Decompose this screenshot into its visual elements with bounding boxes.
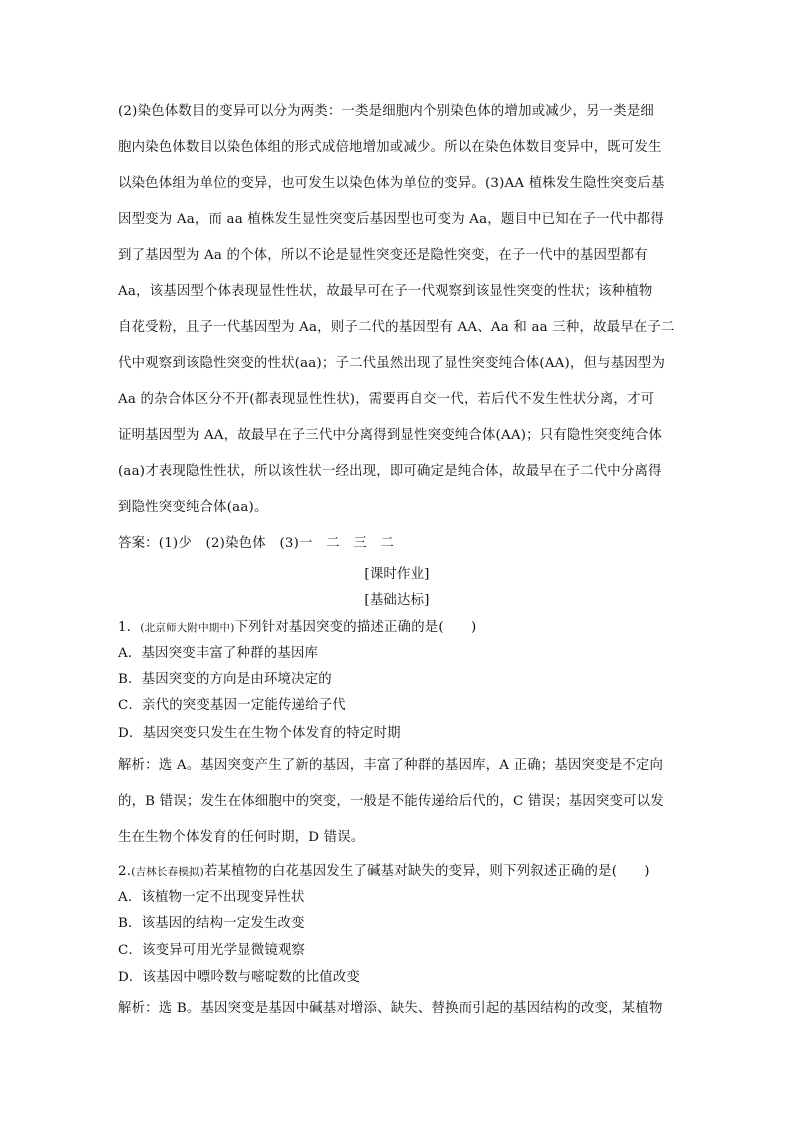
explanation-line: 自花受粉，且子一代基因型为 Aa，则子二代的基因型有 AA、Aa 和 aa 三种，故最早在子二 [118,320,675,335]
analysis-line: 解析：选 B。基因突变是基因中碱基对增添、缺失、替换而引起的基因结构的改变，某植物 [118,1001,663,1016]
option-c: C．亲代的突变基因一定能传递给子代 [118,698,346,713]
explanation-line: 胞内染色体数目以染色体组的形式成倍地增加或减少。所以在染色体数目变异中，既可发生 [118,140,662,155]
option-a: A．该植物一定不出现变异性状 [118,890,305,905]
option-b: B．基因突变的方向是由环境决定的 [118,672,332,687]
option-a: A．基因突变丰富了种群的基因库 [118,646,319,661]
explanation-line: 因型变为 Aa，而 aa 植株发生显性突变后基因型也可变为 Aa，题目中已知在子一代中都得 [118,212,664,227]
option-c: C．该变异可用光学显微镜观察 [118,943,306,958]
explanation-line: 以染色体组为单位的变异，也可发生以染色体为单位的变异。(3)AA 植株发生隐性突变后基 [118,176,665,191]
question-text: 若某植物的白花基因发生了碱基对缺失的变异，则下列叙述正确的是( ) [203,864,650,879]
question-source: (吉林长春模拟) [131,866,204,878]
analysis-line: 解析：选 A。基因突变产生了新的基因，丰富了种群的基因库，A 正确；基因突变是不定向 [118,758,664,773]
option-d: D．基因突变只发生在生物个体发育的特定时期 [118,726,401,741]
option-d: D．该基因中嘌呤数与嘧啶数的比值改变 [118,970,360,985]
explanation-line: Aa，该基因型个体表现显性性状，故最早可在子一代观察到该显性突变的性状；该种植物 [118,284,653,299]
option-b: B．该基因的结构一定发生改变 [118,916,305,931]
explanation-line: 代中观察到该隐性突变的性状(aa)；子二代虽然出现了显性突变纯合体(AA)，但与基因型为 [118,356,666,371]
explanation-line: Aa 的杂合体区分不开(都表现显性性状)，需要再自交一代，若后代不发生性状分离，才可 [118,392,655,407]
analysis-line: 生在生物个体发育的任何时期，D 错误。 [118,830,365,845]
explanation-line: (2)染色体数目的变异可以分为两类：一类是细胞内个别染色体的增加或减少，另一类是细 [118,104,655,119]
question-number: 2. [118,864,132,879]
explanation-line: 到隐性突变纯合体(aa)。 [118,500,268,515]
subsection-title: [基础达标] [364,593,430,608]
question-2-stem [118,860,680,879]
answer-line: 答案：(1)少 (2)染色体 (3)一 二 三 二 [118,536,395,551]
analysis-line: 的，B 错误；发生在体细胞中的突变，一般是不能传递给后代的，C 错误；基因突变可以发 [118,794,664,809]
section-title: [课时作业] [364,567,430,582]
question-1-stem [118,616,680,635]
explanation-line: 到了基因型为 Aa 的个体，所以不论是显性突变还是隐性突变，在子一代中的基因型都有 [118,248,648,263]
explanation-line: (aa)才表现隐性性状，所以该性状一经出现，即可确定是纯合体，故最早在子二代中分离得 [118,464,662,479]
question-number: 1． [118,620,141,635]
question-text: 下列针对基因突变的描述正确的是( ) [234,620,477,635]
question-source: (北京师大附中期中) [140,622,235,634]
explanation-line: 证明基因型为 AA，故最早在子三代中分离得到显性突变纯合体(AA)；只有隐性突变纯合体 [118,428,663,443]
